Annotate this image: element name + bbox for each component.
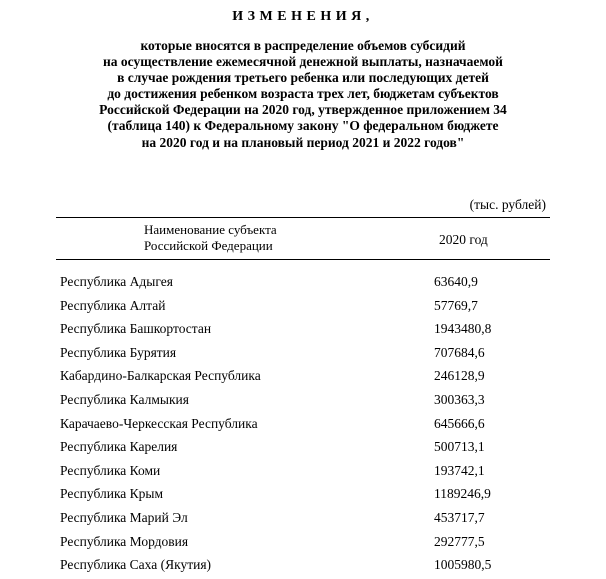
- region-name: Республика Адыгея: [60, 274, 173, 289]
- region-name: Кабардино-Балкарская Республика: [60, 368, 261, 384]
- table-row: [60, 508, 560, 532]
- region-name: Республика Крым: [60, 486, 164, 502]
- subsidy-value: 57769,7: [434, 297, 478, 313]
- subtitle-line: в случае рождения третьего ребенка или последующих детей: [117, 70, 489, 86]
- table-row: [60, 390, 560, 414]
- region-name: Карачаево-Черкесская Республика: [60, 415, 258, 431]
- column-header-subject-line2: Российской Федерации: [144, 238, 273, 253]
- subsidy-value: 193742,1: [434, 462, 485, 478]
- table-row: [60, 366, 560, 390]
- subsidy-value: 707684,6: [434, 344, 485, 360]
- table-row: [60, 532, 560, 556]
- subsidy-value: 645666,6: [434, 415, 485, 431]
- table-row: [60, 319, 560, 343]
- region-name: Республика Карелия: [60, 439, 178, 455]
- table-row: [60, 437, 560, 461]
- table-row: [60, 343, 560, 367]
- subtitle-line: на осуществление ежемесячной денежной выплаты, назначаемой: [103, 54, 503, 70]
- subsidy-value: 63640,9: [434, 274, 478, 289]
- column-header-year: 2020 год: [439, 232, 488, 247]
- column-header-subject: [144, 222, 277, 254]
- document-title: ИЗМЕНЕНИЯ,: [232, 9, 374, 24]
- subtitle-line: (таблица 140) к Федеральному закону "О федеральном бюджете: [107, 118, 499, 134]
- table-header: [56, 217, 550, 260]
- subtitle-line: Российской Федерации на 2020 год, утвержденное приложением 34: [99, 102, 507, 118]
- region-name: Республика Алтай: [60, 297, 166, 313]
- table-row: [60, 555, 560, 579]
- region-name: Республика Башкортостан: [60, 321, 212, 337]
- region-name: Республика Саха (Якутия): [60, 557, 212, 573]
- subsidy-value: 246128,9: [434, 368, 485, 384]
- subtitle-line: до достижения ребенком возраста трех лет, бюджетам субъектов: [107, 86, 499, 102]
- column-header-subject-line1: Наименование субъекта: [144, 222, 277, 237]
- document-subtitle: [0, 38, 606, 151]
- subsidy-value: 292777,5: [434, 533, 485, 549]
- subsidy-value: 300363,3: [434, 391, 485, 407]
- region-name: Республика Калмыкия: [60, 391, 189, 407]
- region-name: Республика Мордовия: [60, 533, 189, 549]
- table-row: [60, 484, 560, 508]
- units-label: (тыс. рублей): [469, 197, 546, 212]
- region-name: Республика Марий Эл: [60, 509, 188, 525]
- subsidy-value: 500713,1: [434, 439, 485, 455]
- subsidy-value: 453717,7: [434, 509, 485, 525]
- region-name: Республика Коми: [60, 462, 161, 478]
- table-body: [60, 272, 560, 579]
- table-row: [60, 272, 560, 296]
- table-row: [60, 296, 560, 320]
- table-row: [60, 414, 560, 438]
- subtitle-line: на 2020 год и на плановый период 2021 и 2022 годов": [141, 134, 465, 150]
- table-row: [60, 461, 560, 485]
- subsidy-value: 1005980,5: [434, 557, 492, 573]
- region-name: Республика Бурятия: [60, 344, 177, 360]
- subsidy-value: 1943480,8: [434, 321, 492, 337]
- subsidy-value: 1189246,9: [434, 486, 491, 502]
- subtitle-line: которые вносятся в распределение объемов субсидий: [140, 38, 466, 53]
